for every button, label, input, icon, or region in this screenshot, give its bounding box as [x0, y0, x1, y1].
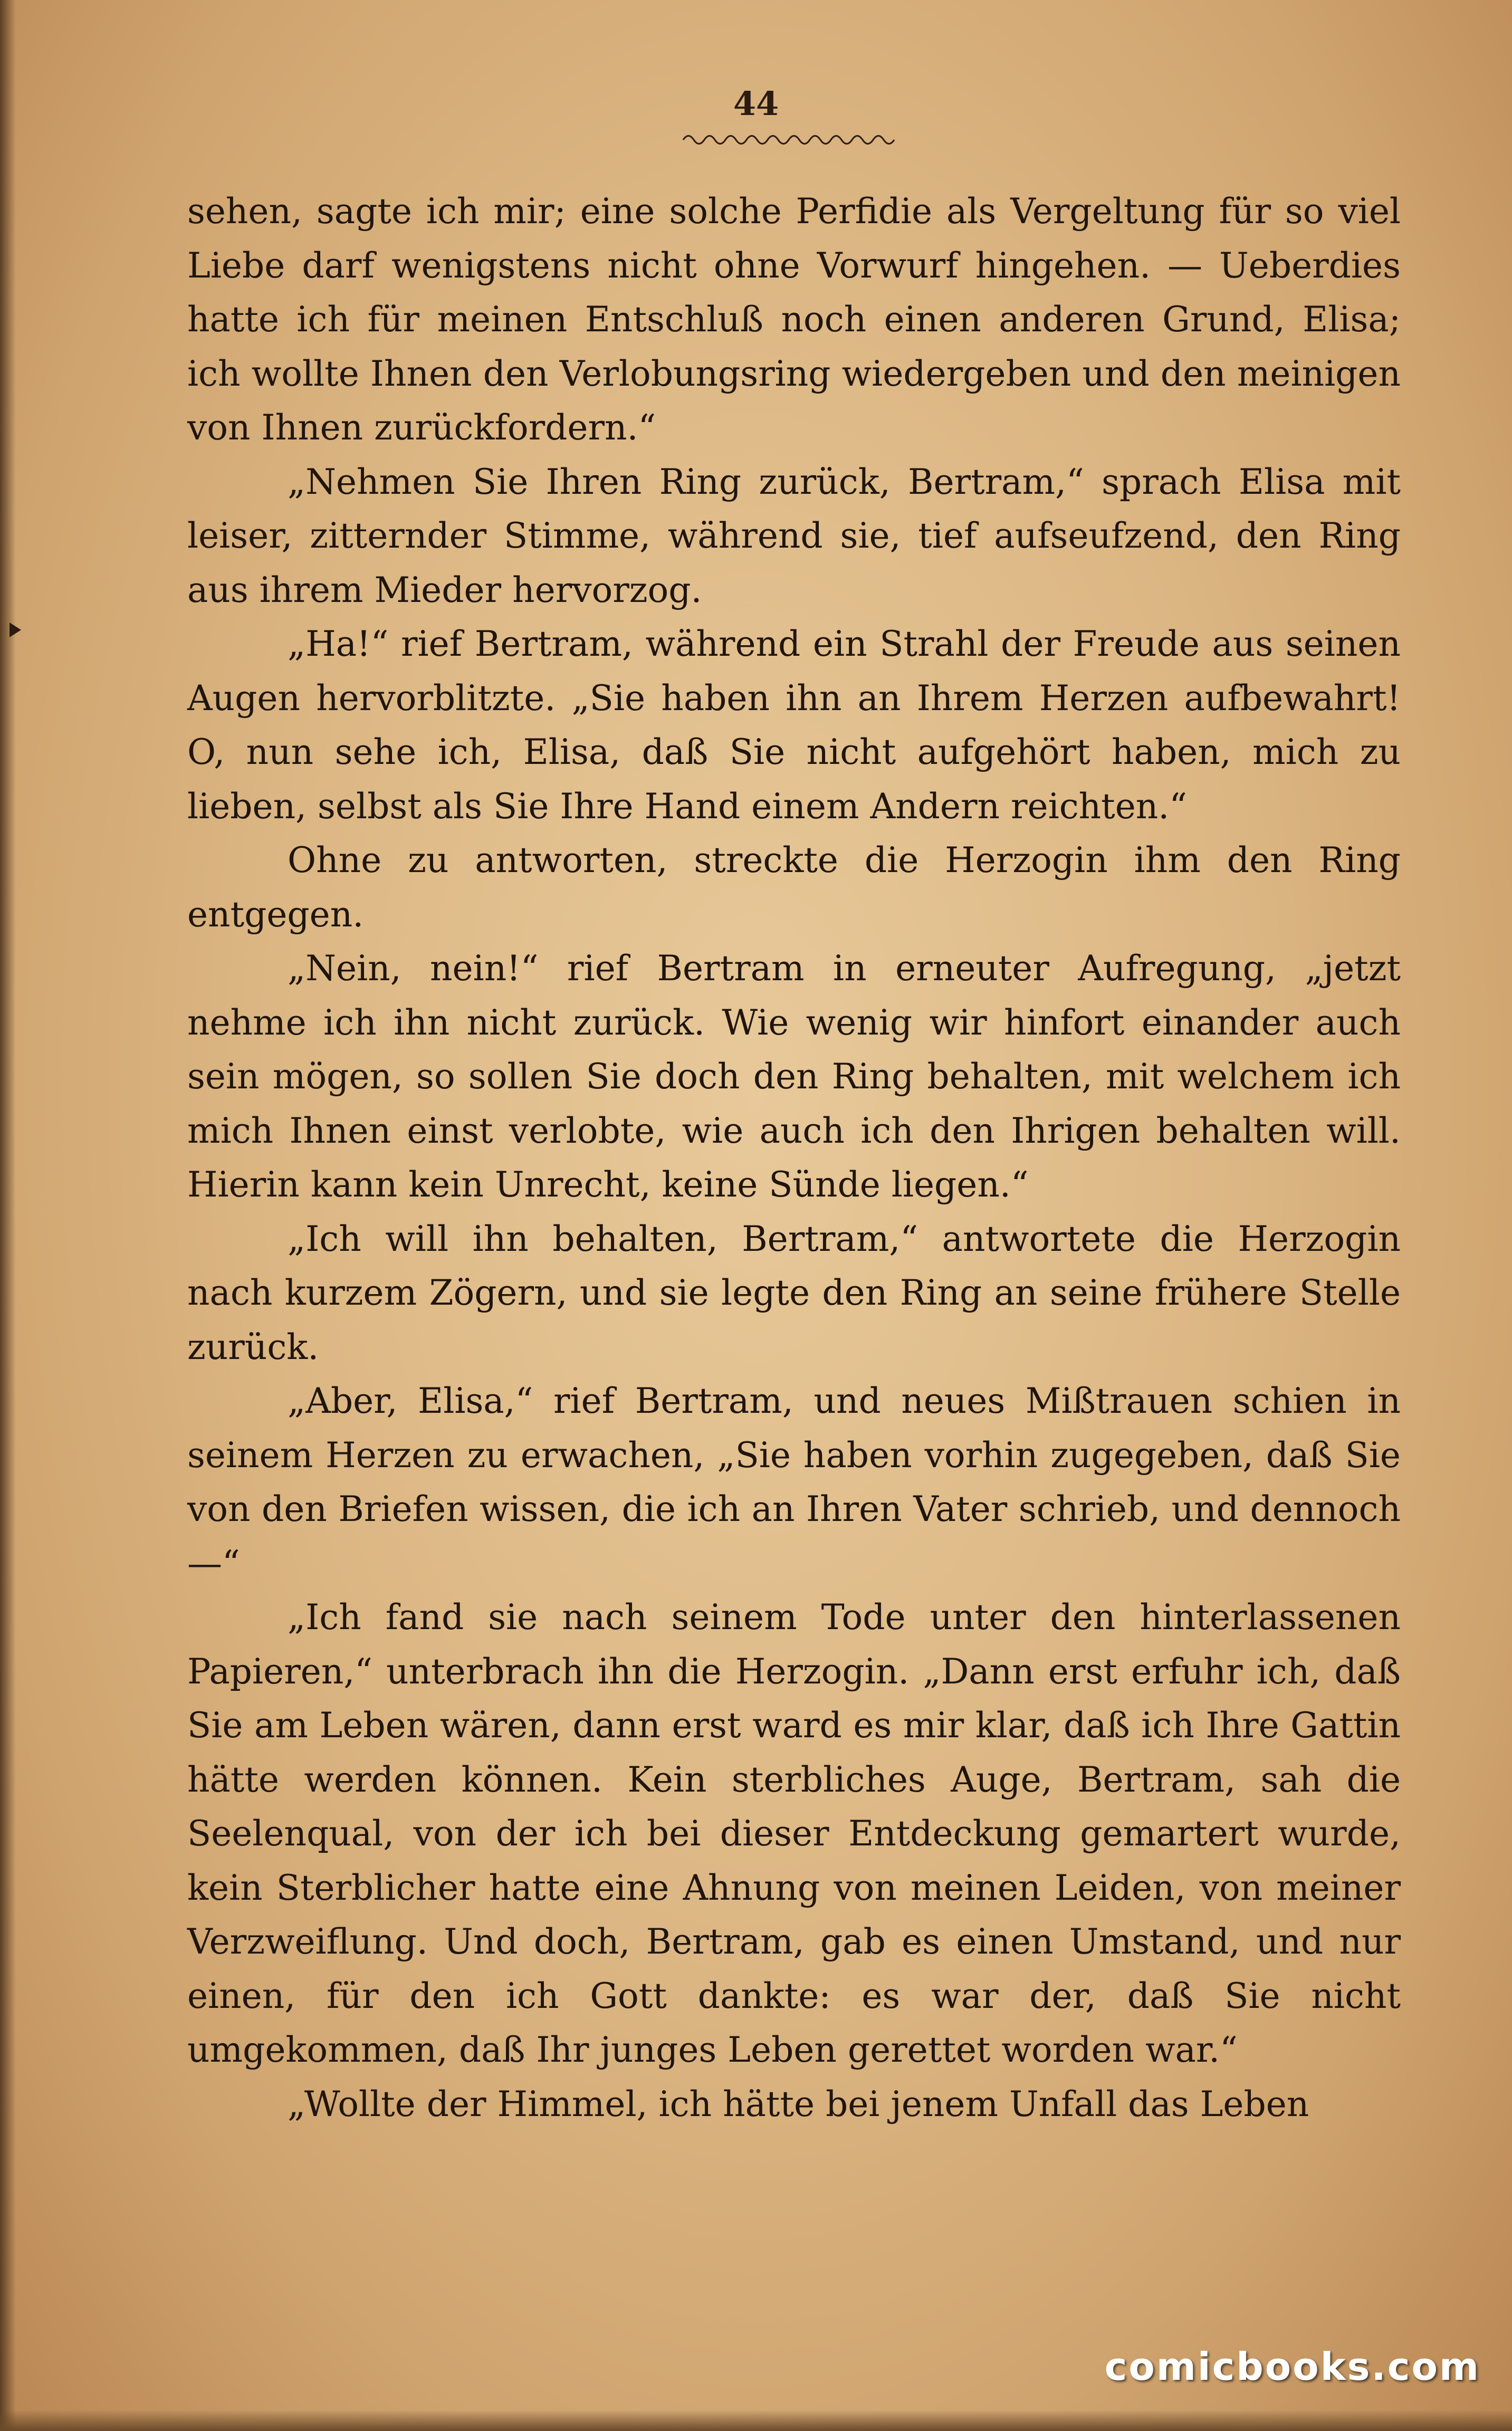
watermark: comicbooks.com — [1104, 2344, 1480, 2389]
paragraph-7: „Aber, Elisa,“ rief Bertram, und neues Mißtrauen schien in seinem Herzen zu erwachen, „Sie haben vorhin zugegeben, daß Sie von den Briefen wissen, die ich an Ihren Vater schrieb, und dennoch —“ — [187, 1381, 1401, 1584]
paragraph-4: Ohne zu antworten, streckte die Herzogin ihm den Ring entgegen. — [187, 840, 1401, 935]
paragraph-9: „Wollte der Himmel, ich hätte bei jenem Unfall das Leben — [288, 2083, 1309, 2124]
page-bottom-shadow — [0, 2410, 1512, 2431]
paragraph-5: „Nein, nein!“ rief Bertram in erneuter Aufregung, „jetzt nehme ich ihn nicht zurück. Wie wenig wir hinfort einander auch sein mögen, so sollen Sie doch den Ring behalten, mit welchem ich mich Ihnen einst verlobte, wie auch ich den Ihrigen behalten will. Hierin kann kein Unrecht, keine Sünde liegen.“ — [187, 948, 1401, 1205]
wavy-ornament-icon — [681, 129, 902, 150]
paragraph-1: sehen, sagte ich mir; eine solche Perfidie als Vergeltung für so viel Liebe darf wenigstens nicht ohne Vorwurf hingehen. — Ueberdies hatte ich für meinen Entschluß noch einen anderen Grund, Elisa; ich wollte Ihnen den Verlobungsring wiedergeben und den meinigen von Ihnen zurückfordern.“ — [187, 191, 1401, 448]
page-number: 44 — [733, 84, 779, 123]
page-edge-shadow — [0, 0, 16, 2431]
margin-mark-icon — [9, 623, 21, 637]
body-text — [187, 185, 1401, 2131]
paragraph-2: „Nehmen Sie Ihren Ring zurück, Bertram,“ sprach Elisa mit leiser, zitternder Stimme, während sie, tief aufseufzend, den Ring aus ihrem Mieder hervorzog. — [187, 461, 1401, 610]
paragraph-3: „Ha!“ rief Bertram, während ein Strahl der Freude aus seinen Augen hervorblitzte. „Sie haben ihn an Ihrem Herzen aufbewahrt! O, nun sehe ich, Elisa, daß Sie nicht aufgehört haben, mich zu lieben, selbst als Sie Ihre Hand einem Andern reichten.“ — [187, 624, 1401, 827]
paragraph-8: „Ich fand sie nach seinem Tode unter den hinterlassenen Papieren,“ unterbrach ihn die Herzogin. „Dann erst erfuhr ich, daß Sie am Leben wären, dann erst ward es mir klar, daß ich Ihre Gattin hätte werden können. Kein sterbliches Auge, Bertram, sah die Seelenqual, von der ich bei dieser Entdeckung gemartert wurde, kein Sterblicher hatte eine Ahnung von meinen Leiden, von meiner Verzweiflung. Und doch, Bertram, gab es einen Umstand, und nur einen, für den ich Gott dankte: es war der, daß Sie nicht umgekommen, daß Ihr junges Leben gerettet worden war.“ — [187, 1597, 1401, 2070]
paragraph-6: „Ich will ihn behalten, Bertram,“ antwortete die Herzogin nach kurzem Zögern, und sie legte den Ring an seine frühere Stelle zurück. — [187, 1218, 1401, 1367]
